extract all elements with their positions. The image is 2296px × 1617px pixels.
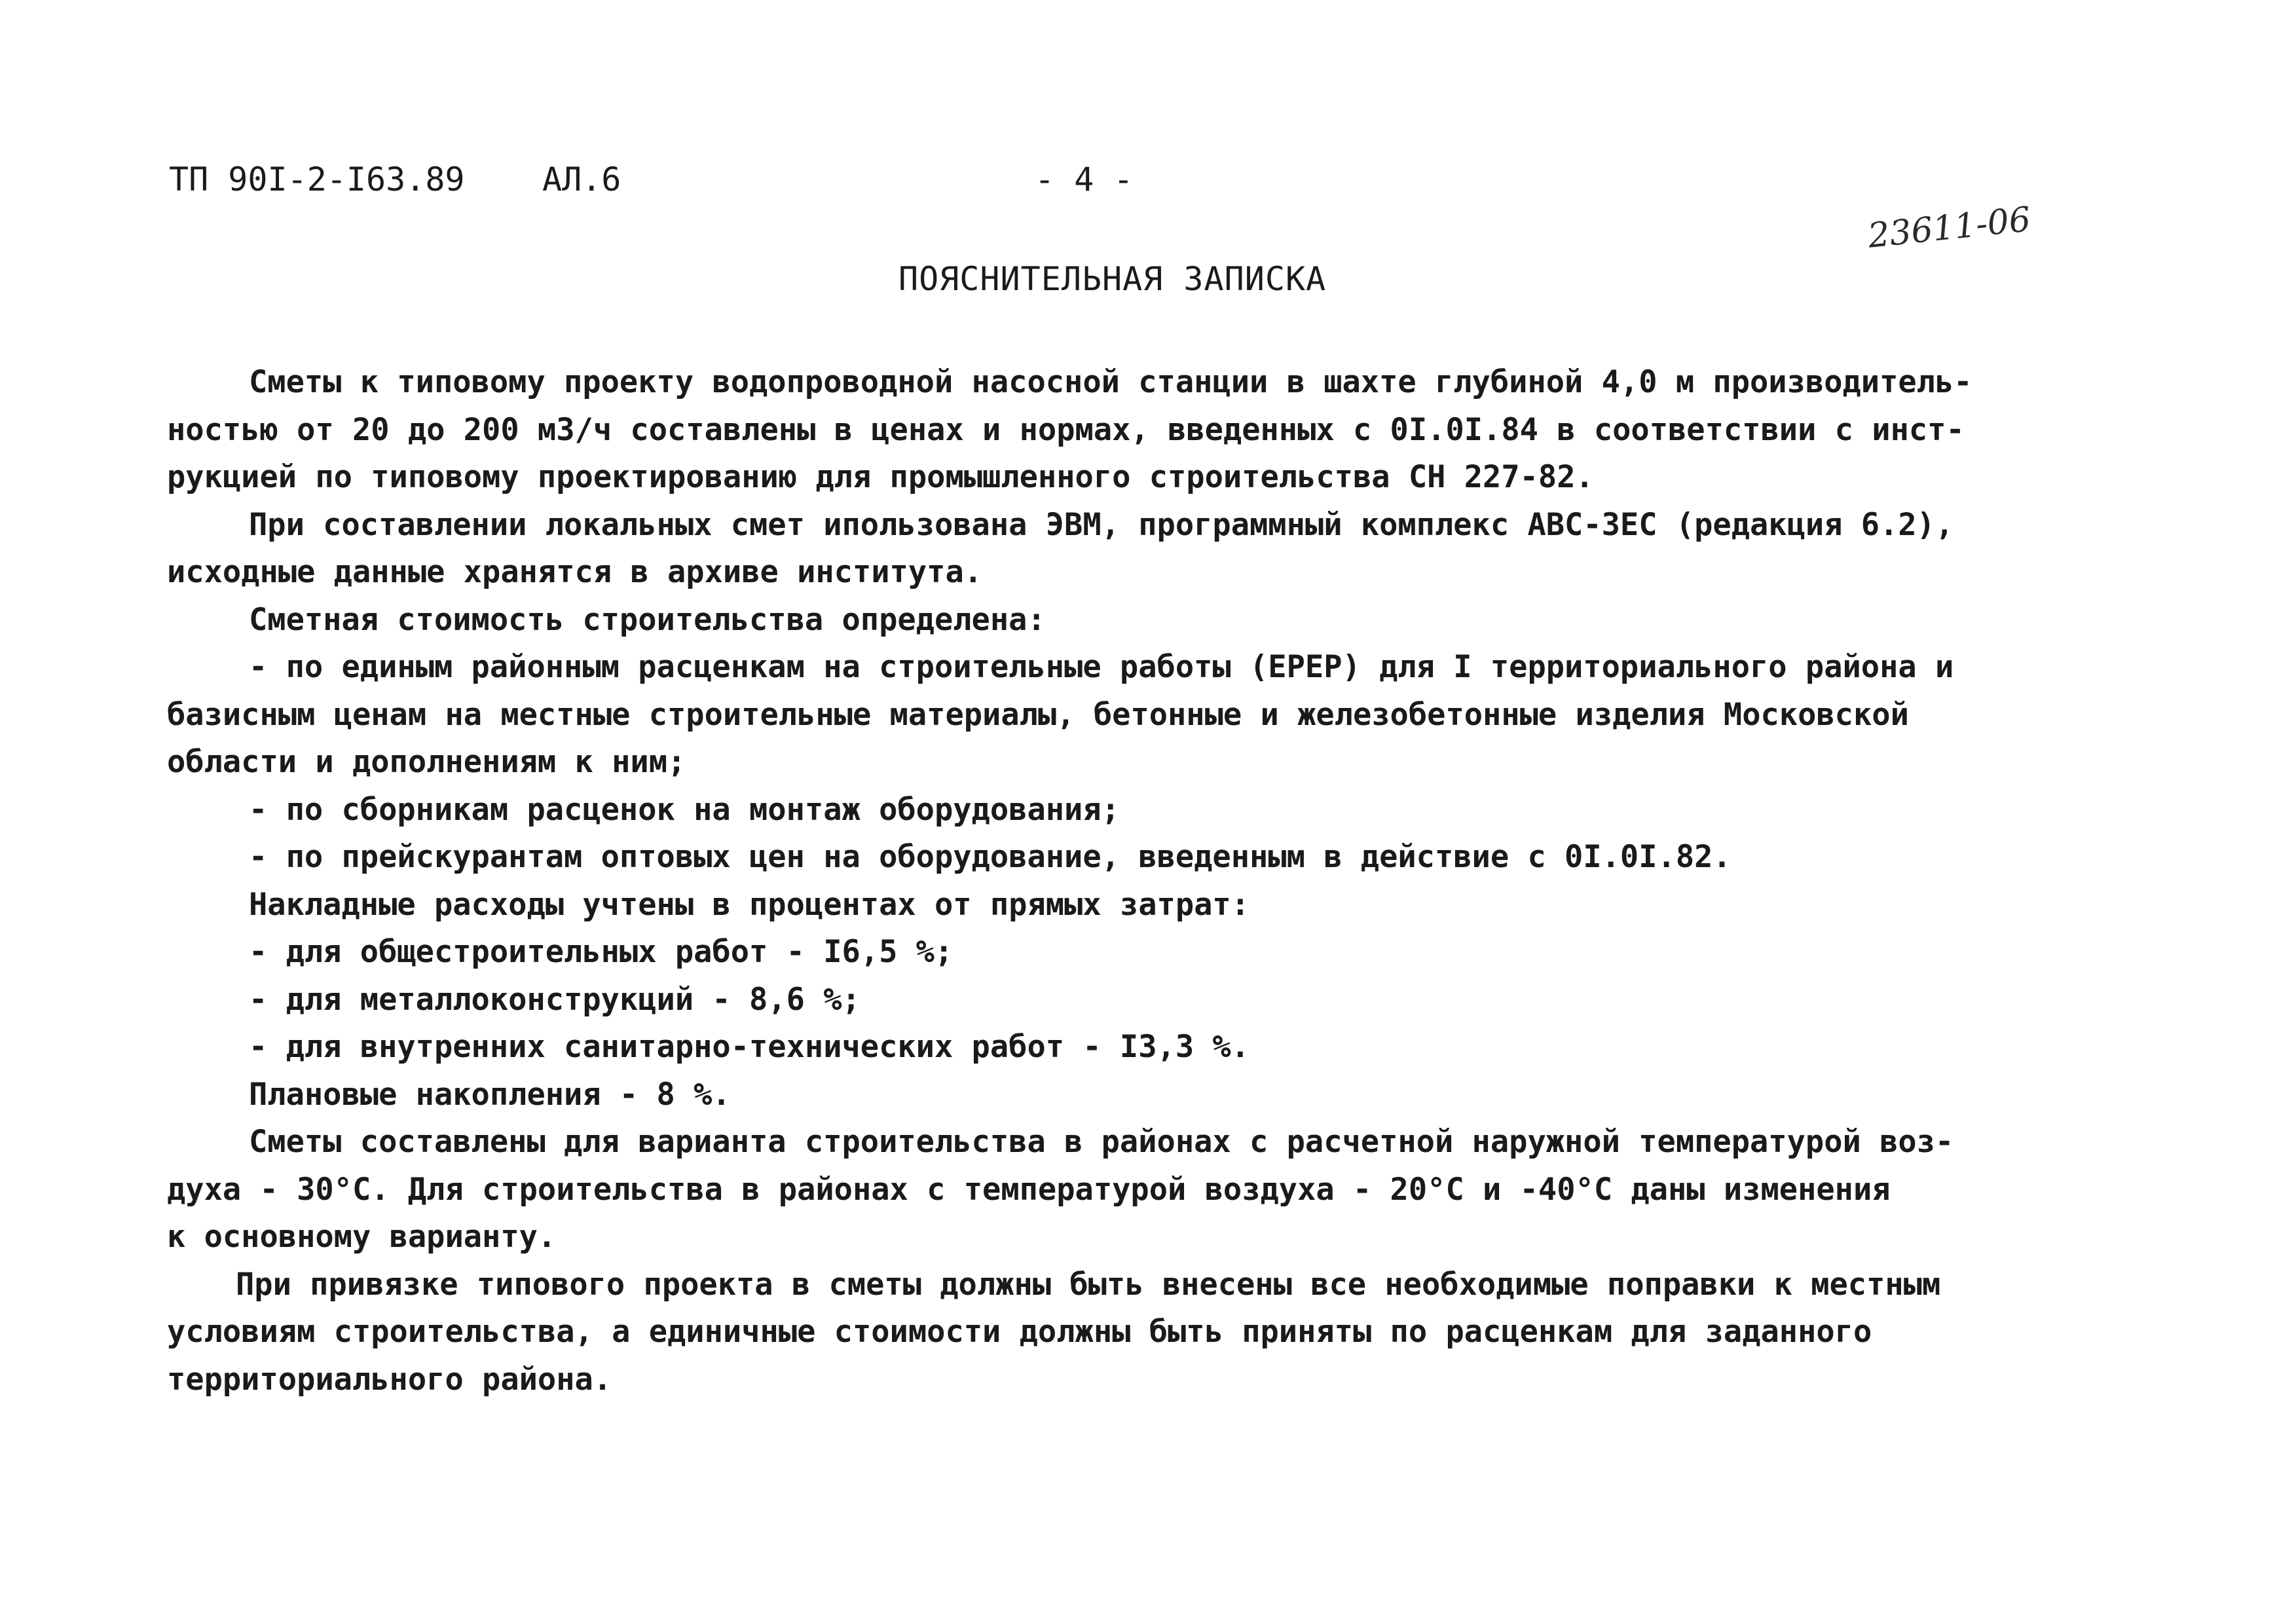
document-title: ПОЯСНИТЕЛЬНАЯ ЗАПИСКА (898, 260, 1327, 298)
sheet-label: АЛ.6 (542, 160, 621, 198)
body-line: духа - 30°С. Для строительства в районах с температурой воздуха - 20°С и -40°С даны изменения (167, 1171, 1891, 1208)
page-number: - 4 - (1035, 160, 1134, 198)
body-line: исходные данные хранятся в архиве института. (167, 554, 983, 590)
body-line: Сметы к типовому проекту водопроводной насосной станции в шахте глубиной 4,0 м производитель- (249, 364, 1972, 400)
body-line: к основному варианту. (167, 1219, 557, 1255)
body-line: Накладные расходы учтены в процентах от прямых затрат: (249, 886, 1250, 923)
body-line: ностью от 20 до 200 м3/ч составлены в ценах и нормах, введенных с 0I.0I.84 в соответствии с инст- (167, 411, 1965, 448)
body-line: условиям строительства, а единичные стоимости должны быть приняты по расценкам для заданного (167, 1314, 1872, 1350)
archive-number-handwritten: 23611-06 (1866, 200, 2033, 256)
body-line: - для внутренних санитарно-технических работ - I3,3 %. (249, 1029, 1250, 1065)
body-line: - по сборникам расценок на монтаж оборудования; (249, 791, 1120, 828)
body-line: - для металлоконструкций - 8,6 %; (249, 981, 861, 1018)
body-line: Сметная стоимость строительства определена: (249, 601, 1046, 638)
body-line: базисным ценам на местные строительные материалы, бетонные и железобетонные изделия Московской (167, 696, 1909, 733)
body-line: области и дополнениям к ним; (167, 744, 686, 780)
body-line: Сметы составлены для варианта строительства в районах с расчетной наружной температурой воз- (249, 1124, 1954, 1160)
document-code: ТП 90I-2-I63.89 (169, 160, 465, 198)
body-line: - по прейскурантам оптовых цен на оборудование, введенным в действие с 0I.0I.82. (249, 839, 1731, 875)
body-line: При составлении локальных смет ипользована ЭВМ, программный комплекс АВС-3ЕС (редакция 6.2), (249, 506, 1954, 543)
body-line: При привязке типового проекта в сметы должны быть внесены все необходимые поправки к местным (236, 1266, 1941, 1303)
body-line: территориального района. (167, 1361, 612, 1398)
body-line: Плановые накопления - 8 %. (249, 1076, 731, 1113)
explanatory-note-body (167, 359, 2119, 1403)
body-line: - для общестроительных работ - I6,5 %; (249, 934, 954, 970)
body-line: - по единым районным расценкам на строительные работы (ЕРЕР) для I территориального района и (249, 649, 1954, 685)
body-line: рукцией по типовому проектированию для промышленного строительства СН 227-82. (167, 459, 1594, 495)
